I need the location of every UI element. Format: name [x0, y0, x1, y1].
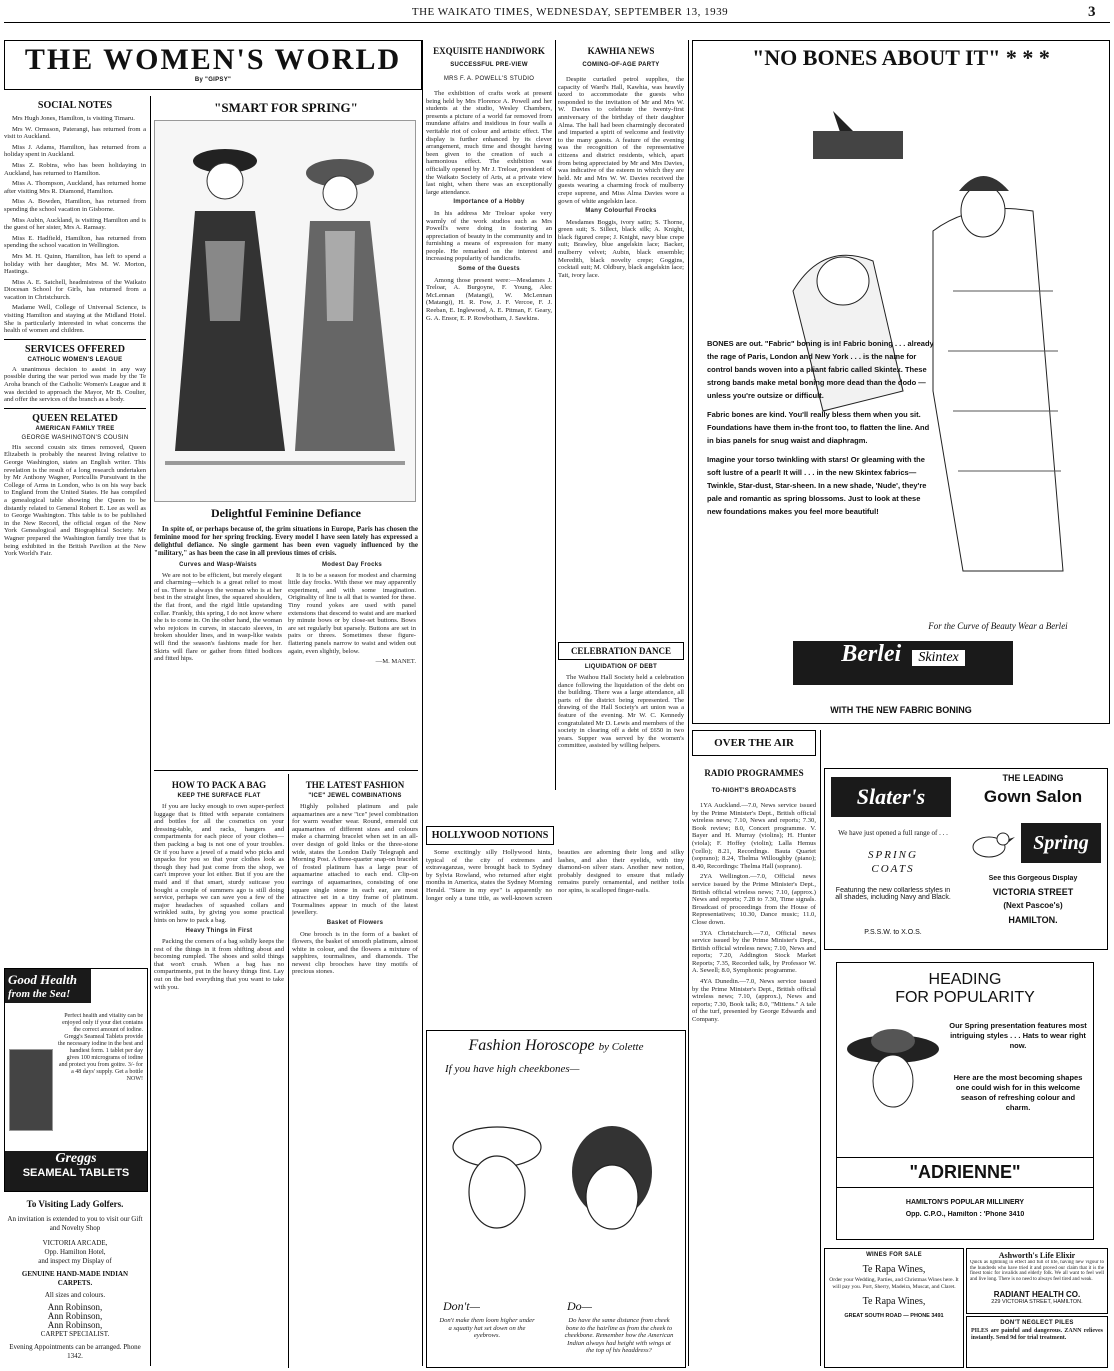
- rule: [555, 40, 556, 790]
- golfers-name: Ann Robinson,: [47, 1311, 103, 1321]
- golfers-note: and inspect my Display of: [38, 1257, 112, 1265]
- no-bones-copy: [707, 337, 937, 518]
- ashworth-company: RADIANT HEALTH CO.: [993, 1290, 1081, 1299]
- radio-body: [692, 802, 816, 1024]
- rule: [820, 730, 821, 1366]
- smart-spring-col1: [154, 560, 282, 666]
- slaters-spring-script: Spring: [1021, 823, 1101, 863]
- social-note: Miss A. Bowden, Hamilton, has returned from spending the school vacation in Gisborne.: [4, 198, 146, 213]
- no-bones-title: "NO BONES ABOUT IT" * * *: [752, 45, 1050, 70]
- radio-sub2: TO-NIGHT'S BROADCASTS: [711, 788, 797, 794]
- queen-title: QUEEN RELATED: [32, 412, 118, 424]
- kawhia-article: [558, 40, 684, 620]
- services-title: SERVICES OFFERED: [25, 343, 125, 355]
- celebration-title: CELEBRATION DANCE: [558, 642, 684, 660]
- celebration-article: [558, 640, 684, 790]
- greggs-logo: [5, 1151, 147, 1191]
- ashworth-ad: [966, 1248, 1108, 1314]
- pack-bag-text2: Packing the corners of a bag solidly keeps the rest of the things in it from shifting about and becoming rumpled. The shoes and solid things that won't crush. When a bag has no compartments, put in the heavy things first. Lay out on the bed everything that you want to take with you.: [154, 938, 284, 991]
- slaters-leading: THE LEADING: [1002, 773, 1064, 783]
- good-health-ad: [4, 968, 148, 1192]
- bird-icon: [965, 825, 1015, 865]
- social-note: Miss E. Hadfield, Hamilton, has returned from spending the school vacation in Wellington.: [4, 234, 146, 250]
- golfers-sizes: All sizes and colours.: [44, 1291, 106, 1299]
- radio-1ya: 1YA Auckland.—7.0, News service issued by the Prime Minister's Dept., British official wireless news; 7.10, News and reports; 7.30, Book review; 8.0, Concert programme. V. Bayer and H. Murray (violins); H. Hunter (viola); F. Hoffey (violin); Lalla Hemus ('cello); 8.21, Recordings. Bauta Quartet (soprano); 8.24, Thelma Willoughby (piano); 8.40, Recordings: Thelma Hall (soprano).: [692, 802, 816, 870]
- signoff: —M. MANET.: [375, 658, 416, 666]
- womens-world-banner: [4, 40, 422, 90]
- adrienne-text: Our Spring presentation features most intriguing styles . . . Hats to wear right now.: [949, 1021, 1087, 1050]
- social-note: Miss A. Thompson, Auckland, has returned home after visiting Mrs R. Diamond, Hamilton.: [4, 180, 146, 195]
- wines-text: Order your Wedding, Parties, and Christmas Wines here. It will pay you. Port, Sherry, Madeira, Muscat, and Claret.: [829, 1277, 959, 1290]
- pack-bag-article: [154, 774, 284, 1368]
- byline: By "GIPSY": [194, 77, 232, 83]
- social-notes-body: [4, 115, 146, 335]
- berlei-ad: [692, 40, 1110, 724]
- slaters-logo: Slater's: [831, 777, 951, 817]
- adrienne-ad: [836, 962, 1094, 1240]
- exquisite-body: [426, 90, 552, 322]
- slaters-features: Featuring the new collarless styles in all shades, including Navy and Black.: [835, 887, 951, 901]
- kawhia-text2: Mesdames Boggis, ivory satin; S. Thorne, green suit; S. Sillect, black silk; A. Knight, black figured crepe; J. Knight, navy blue crepe suit; Brawley, blue angelskin lace; Backer, mulberry velvet; Aubin, black ensemble; Meredith, black novelty crepe; Goggins, cocktail suit; M. Oldbury, black angelskin lace; Tait, ivory lace.: [558, 218, 684, 279]
- celebration-body: [558, 674, 684, 750]
- golfers-title: To Visiting Lady Golfers.: [26, 1199, 124, 1209]
- exquisite-title: EXQUISITE HANDIWORK: [433, 46, 545, 56]
- slaters-street: VICTORIA STREET: [992, 887, 1074, 897]
- slaters-city: HAMILTON.: [1008, 915, 1058, 925]
- slaters-next: (Next Pascoe's): [1003, 901, 1063, 910]
- modest-text: It is to be a season for modest and charming little day frocks. With these we may apparently experiment, and with some imagination. Originality of line is all that is wanted for these. Tiny round yokes are used with panel extensions that descend to waist and are marked by minute bows or by close-set buttons. Bows are set regularly but sparsely. Buttons are set in pairs or threes. Sometimes these figure-flattering panels narrow to waist and widen out again, even slightly, below.: [288, 571, 416, 655]
- column-rule: [150, 96, 151, 1366]
- seameal-bottle-image: [9, 1049, 53, 1131]
- smart-spring-intro-text: In spite of, or perhaps because of, the grim situations in Europe, Paris has chosen the feminine mood for her spring frocking. Every model I have seen lately has expressed a delightful defiance. No single garment has been even vaguely influenced by the "military," as has been the case in all previous times of crisis.: [154, 525, 418, 557]
- slaters-ad: [824, 768, 1108, 950]
- exquisite-subtitle: SUCCESSFUL PRE-VIEW: [450, 62, 528, 68]
- curves-heading: Curves and Wasp-Waists: [179, 562, 257, 568]
- berlei-tagline: For the Curve of Beauty Wear a Berlei: [928, 621, 1068, 631]
- slaters-opened: We have just opened a full range of . . .: [838, 829, 948, 837]
- latest-fashion-body: [292, 803, 418, 976]
- adrienne-title1: HEADING: [928, 971, 1002, 988]
- no-bones-text2: Fabric bones are kind. You'll really bless them when you sit. Foundations have them in-the front too, to flatten the line. And in bias panels for snug waist and diaphragm.: [707, 410, 930, 445]
- modest-heading: Modest Day Frocks: [321, 562, 383, 568]
- berlei-footer: WITH THE NEW FABRIC BONING: [830, 705, 972, 715]
- hollywood-body: [426, 849, 684, 902]
- good-health-headline: Good Health: [8, 972, 77, 987]
- exquisite-article: [426, 40, 552, 840]
- latest-fashion-head2: Basket of Flowers: [326, 919, 384, 926]
- slaters-spring: SPRING: [868, 849, 918, 861]
- adrienne-footer2: Opp. C.P.O., Hamilton : 'Phone 3410: [905, 1211, 1025, 1218]
- adrienne-name: "ADRIENNE": [837, 1157, 1093, 1188]
- latest-fashion-article: [292, 774, 418, 1368]
- piles-ad: [966, 1316, 1108, 1368]
- golfers-name: Ann Robinson,: [47, 1320, 103, 1330]
- radio-2ya: 2YA Wellington.—7.0, Official news service issued by the Prime Minister's Dept., British official wireless news; 7.10, (approx.) News and reports; 7.28 to 7.30, Time signals. Broadcast of proceedings from the House of Representatives; 10.30, Dance music; 11.0, Close down.: [692, 873, 816, 926]
- column-rule: [422, 40, 423, 1366]
- social-notes-column: [4, 96, 146, 946]
- smart-spring-title: "SMART FOR SPRING": [214, 100, 358, 115]
- good-health-text: Perfect health and vitality can be enjoyed only if your diet contains the correct amount of iodine. Gregg's Seameal Tablets provide the necessary iodine in the best and handiest form. 1 tablet per day gives 100 micrograms of iodine and protect you from goitre. 3/- for a 48 days' supply. Get a bottle NOW!: [58, 1013, 143, 1082]
- exquisite-head3: Some of the Guests: [458, 266, 520, 273]
- wines-ad: [824, 1248, 964, 1368]
- exquisite-text2: In his address Mr Treloar spoke very warmly of the work studios such as Mrs Powell's were doing in fostering an appreciation of beauty in the community and in furnishing a means of expression for many people. He remarked on the interest and increasing popularity of handicrafts.: [426, 209, 552, 263]
- masthead-title: THE WAIKATO TIMES, WEDNESDAY, SEPTEMBER 13, 1939: [411, 6, 729, 18]
- curves-text: We are not to be efficient, but merely elegant and charming—which is a great relief to most of us. There is always the woman who is at her best in the straight lines, the squared shoulders, the flat front, and the rigid little upstanding collar. Frankly, this spring, I do not know where she is to come in. On the other hand, the woman who rejoices in curves, in staccato sleeves, in broken shoulder lines, and in wasp-like waists will find the season's fashions made for her. Skirts will flare or gather from fitted bodices and fitted hips.: [154, 571, 282, 663]
- horoscope-do: Do—: [567, 1299, 593, 1313]
- golfers-goods: GENUINE HAND-MADE INDIAN CARPETS.: [21, 1270, 129, 1287]
- piles-text: PILES are painful and dangerous. ZANN relieves instantly. Send 9d for trial treatment.: [971, 1328, 1103, 1341]
- masthead-rule: [4, 22, 1110, 23]
- celebration-text: The Waihou Hall Society held a celebration dance following the liquidation of the debt on the building. There was a large attendance, all parts of the district being represented. The drawing of the Hall Society's art union was a feature of the evening. Mr W. C. Kennedy congratulated Mr D. Lewis and members of the society in clearing off a debt of £650 in two years. Supper was served by the women's committee, assisted by willing helpers.: [558, 674, 684, 750]
- exquisite-sub2: MRS F. A. POWELL'S STUDIO: [443, 76, 535, 82]
- golfers-text: An invitation is extended to you to visit our Gift and Novelty Shop: [7, 1215, 143, 1232]
- page-number: 3: [1088, 4, 1096, 20]
- berlei-brand: Berlei: [841, 641, 902, 667]
- adrienne-footer: HAMILTON'S POPULAR MILLINERY: [905, 1199, 1025, 1206]
- seameal-product: SEAMEAL TABLETS: [22, 1167, 130, 1179]
- golfers-store: VICTORIA ARCADE,: [42, 1239, 108, 1247]
- slaters-pssw: P.S.S.W. to X.O.S.: [864, 929, 922, 936]
- latest-fashion-title: THE LATEST FASHION: [305, 780, 405, 790]
- horoscope-dont: Don't—: [443, 1299, 481, 1313]
- skintex-brand: Skintex: [912, 650, 964, 666]
- kawhia-text: Despite curtailed petrol supplies, the capacity of Ward's Hall, Kawhia, was heavily taxed to accommodate the guests who responded to the invitation of Mr and Mrs W. W. Davies to celebrate the twenty-first anniversary of the birthday of their daughter Alma. The hall had been charmingly decorated and imparted a spirit of welcome and festivity to the many guests. A feature of the evening was the recognition of the representative citizens and district residents, which, apart from being appreciated by Mr and Mrs Davies, was indicative of the esteem in which they are held. Mr and Mrs W. W. Davies received the guests wearing a charming frock of mulberry crepe suprene, and Miss Alma Davies wore a gown of white angelskin lace.: [558, 76, 684, 205]
- rule: [288, 774, 289, 1368]
- social-note: Miss J. Adams, Hamilton, has returned from a holiday spent in Auckland.: [4, 143, 146, 159]
- wines-address: GREAT SOUTH ROAD — PHONE 3491: [844, 1313, 944, 1319]
- horoscope-title: [427, 1037, 685, 1055]
- wines-title: WINES FOR SALE: [866, 1252, 922, 1258]
- services-body: [4, 366, 146, 404]
- ashworth-address: 229 VICTORIA STREET, HAMILTON.: [991, 1299, 1083, 1305]
- radio-subtitle: RADIO PROGRAMMES: [704, 768, 804, 778]
- smart-spring-col2: [288, 560, 416, 666]
- kawhia-head2: Many Colourful Frocks: [585, 208, 657, 215]
- smart-spring-caption: Delightful Feminine Defiance: [211, 506, 361, 520]
- pack-bag-body: [154, 803, 284, 991]
- pack-bag-subtitle: KEEP THE SURFACE FLAT: [177, 793, 261, 799]
- golfers-address: Opp. Hamilton Hotel,: [44, 1248, 106, 1256]
- social-note: Mrs M. H. Quinn, Hamilton, has left to spend a holiday with her daughter, Mrs M. W. Morton, Hastings.: [4, 252, 146, 276]
- no-bones-text3: Imagine your torso twinkling with stars! Or gleaming with the soft lustre of a pearl! It will . . . in the new Skintex fabrics—Twinkle, Star-dust, Star-sheen. In a new shade, 'Nude', they're pale and romantic as spring blossoms. Just to look at these new foundations makes you feel more beautiful!: [707, 455, 927, 516]
- horoscope-title-text: Fashion Horoscope: [468, 1037, 595, 1054]
- social-note: Madame Well, College of Universal Science, is visiting Hamilton and staying at the Midland Hotel. She is particularly interested in what concerns the health of women and children.: [4, 304, 146, 335]
- horoscope-faces-image: [437, 1097, 673, 1307]
- celebration-subtitle: LIQUIDATION OF DEBT: [584, 664, 658, 670]
- queen-sub2: GEORGE WASHINGTON'S COUSIN: [21, 434, 129, 441]
- slaters-coats: COATS: [871, 863, 915, 875]
- services-text: A unanimous decision to assist in any way possible during the war period was made by the Te Aroha branch of the Catholic Women's League and it was decided to approach the Mayor, Mr B. Coulter, and offer the services of the branch as a body.: [4, 365, 146, 404]
- social-notes-title: SOCIAL NOTES: [37, 100, 113, 111]
- queen-text: His second cousin six times removed, Queen Elizabeth is probably the nearest living relative to George Washington, states an English writer. This revelation is the result of a long research undertaken by Mr Anthony Wagner, Portcullis Pursuivant in the College of Arms in London, who is on his way back to England from the United States. He has compiled a genealogical table showing the Queen to be distantly related to General Robert E. Lee as well as to George Washington. This table is to be published in the New Record, the official organ of the New York Genealogical and Biographical Society. Mr Wagner prepared the Washington family tree that is being exhibited in the British Pavilion at the New York World's Fair.: [4, 443, 146, 558]
- golfers-specialist: CARPET SPECIALIST.: [40, 1330, 110, 1338]
- pack-bag-head2: Heavy Things in First: [185, 927, 253, 934]
- good-health-headline2: from the Sea!: [8, 988, 71, 1000]
- kawhia-title: KAWHIA NEWS: [587, 46, 655, 56]
- smart-spring-intro: [154, 525, 418, 557]
- piles-title: DON'T NEGLECT PILES: [1000, 1320, 1074, 1326]
- golfers-name: Ann Robinson,: [47, 1302, 103, 1312]
- ashworth-title: Ashworth's Life Elixir: [998, 1251, 1076, 1260]
- exquisite-text3: Among those present were:—Mesdames J. Treloar, A. Burgoyne, F. Young, Alec McLennan (Matangi), W. McLennan (Matangi), H. R. Fow, J. F. Vercoe, F. J. Reeban, E. Inglewood, A. E. Pitman, F. Geary, G. A. Ensor, E. P. Rowbotham, J. Sawkins.: [426, 276, 552, 322]
- radio-3ya: 3YA Christchurch.—7.0, Official news service issued by the Prime Minister's Dept., British official wireless news; 7.10, News and reports; 7.20, Addington Stock Market Reports; 7.35, Recorded talk, by Professor W. A. Sewell; 8.0, Symphonic programme.: [692, 929, 816, 975]
- pack-bag-text: If you are lucky enough to own super-perfect luggage that is fitted with separate containers and bottles for all the cosmetics on your dressing-table, and racks, hangers and compartments for each piece of your clothes—then packing a bag is not one of your troubles. Or if you have a jewel of a maid who picks and unpacks for you so that your clothes look as though they had just come from the shop, we can't improve your lot either. But if you are the maid and if that smart, sturdy suitcase you bought a couple of summers ago is still doing service, perhaps we can save you a few of the major headaches of squashed collars and wrinkled suits, by giving you some practical hints on how to pack a bag.: [154, 803, 284, 924]
- no-bones-text1: BONES are out. "Fabric" boning is in! Fabric boning . . . already the rage of Paris, London and New York . . . is the name for control bands woven into a pliant fabric called Skintex. These strong bands make metal boning more dead than the dodo — unless you're outsize or difficult.: [707, 339, 934, 400]
- hollywood-article: [426, 824, 684, 1024]
- golfers-phone: Evening Appointments can be arranged. Phone 1342.: [9, 1343, 141, 1360]
- hollywood-text: Some excitingly silly Hollywood hints, typical of the city of extremes and extravaganzas, were brought back to Sydney by Sylvia Rowland, who returned after eight months in America, states the Sydney Morning Herald. "Stare in my eye" is apparently no longer only a tune title, as well-known screen beauties are adorning their long and silky lashes, and also their eyelids, with tiny diamond-on silver stars. Another new notion, probably designed to ensure that milady remains purely ornamental, and neither toils nor spins, is scalloped finger-nails.: [426, 849, 684, 902]
- hollywood-title: HOLLYWOOD NOTIONS: [426, 826, 554, 845]
- horoscope-dont-text: Don't make them loom higher under a squatty hat set down on the eyebrows.: [439, 1317, 535, 1340]
- column-rule: [688, 40, 689, 1366]
- radio-column: [692, 730, 816, 1366]
- exquisite-text: The exhibition of crafts work at present being held by Mrs Florence A. Powell and her students at the studio, Wesley Chambers, presents a picture of a world far removed from mundane affairs and insidious in four walls a veritable riot of colour and artistic effect. The display is further enhanced by its clever arrangement, much time and thought having been given to the creation of such a harmonious effect. The exhibition was officially opened by Mr J. Treloar, president of the Waikato Society of Arts, at a private view last night, when there was an exceptionally large attendance.: [426, 90, 552, 196]
- horoscope-byline: by Colette: [598, 1041, 644, 1053]
- slaters-see: See this Gorgeous Display: [988, 875, 1078, 882]
- adrienne-title2: FOR POPULARITY: [895, 989, 1035, 1006]
- berlei-logo: [793, 641, 1013, 685]
- pack-bag-title: HOW TO PACK A BAG: [171, 780, 267, 790]
- smart-spring-article: [154, 96, 418, 736]
- social-note: Miss A. E. Satchell, headmistress of the Waikato Diocesan School for Girls, has returned from a vacation in Christchurch.: [4, 278, 146, 301]
- ashworth-text: Quick as lightning in effect and full of life, having new vigour to the hundreds who have tried it and proved our claim that it is the finest tonic for invalids and elderly folk. We all want to feel well and live long. There is no need to always feel tired and weak.: [970, 1260, 1104, 1282]
- social-note: Miss Aubin, Auckland, is visiting Hamilton and is the guest of her sister, Mrs A. Ramsay.: [4, 216, 146, 232]
- good-health-headline-box: [5, 969, 91, 1003]
- latest-fashion-text2: One brooch is in the form of a basket of flowers, the basket of smooth platinum, almost white in colour, and the flowers a mixture of sapphires, tourmalines, and diamonds. The newest clip brooches have tiny motifs of precious stones.: [292, 930, 418, 976]
- golfers-ad: [4, 1196, 146, 1366]
- radio-title: OVER THE AIR: [692, 730, 816, 756]
- social-note: Mrs W. Ormsson, Paterangi, has returned from a visit to Auckland.: [4, 125, 146, 141]
- slaters-salon: Gown Salon: [983, 787, 1083, 806]
- horoscope-do-text: Do have the same distance from cheek bone to the hairline as from the cheek to cheekbone. Remember how the American Indian always had height with wings at the top of his headdress?: [564, 1317, 674, 1355]
- horoscope-question: If you have high cheekbones—: [445, 1063, 580, 1075]
- hat-illustration-image: [843, 1019, 943, 1129]
- greggs-brand: Greggs: [55, 1151, 97, 1166]
- womens-world-title: THE WOMEN'S WORLD: [24, 43, 402, 76]
- latest-fashion-text: Highly polished platinum and pale aquamarines are a new "ice" jewel combination for warm weather wear. Round, emerald cut aquamarines of different sizes and colours make a charming bracelet when set in an all-over design of gold links or the three-stone wide, states the London Daily Telegraph and Morning Post. A three-quarter snap-on bracelet of frosted platinum has a large pear of aquamarine attached to each end. Clip-on earrings of aquamarines, consisting of one square single stone in each ear, are most attractive set in a tiny frame of platinum. Tourmalines appear in much of the latest jewellery.: [292, 803, 418, 917]
- radio-4ya: 4YA Dunedin.—7.0, News service issued by the Prime Minister's Dept., British official wireless news; 7.10, (approx.), News and reports; 7.30, Book talk; 8.0, "Mittens." A tale of the turf, presented by George Edwards and Company.: [692, 978, 816, 1024]
- horoscope-feature: [426, 1030, 686, 1368]
- kawhia-subtitle: COMING-OF-AGE PARTY: [582, 62, 660, 68]
- fashion-figures-image: [155, 121, 415, 501]
- adrienne-text2: Here are the most becoming shapes one could wish for in this welcome season of refreshing colour and charm.: [953, 1073, 1083, 1112]
- wines-brand2: Te Rapa Wines,: [862, 1296, 926, 1307]
- queen-body: [4, 444, 146, 558]
- social-note: Miss Z. Robins, who has been holidaying in Auckland, has returned to Hamilton.: [4, 161, 146, 177]
- latest-fashion-subtitle: "ICE" JEWEL COMBINATIONS: [308, 793, 402, 799]
- services-subtitle: CATHOLIC WOMEN'S LEAGUE: [27, 356, 123, 363]
- kawhia-body: [558, 76, 684, 279]
- wines-brand: Te Rapa Wines,: [862, 1264, 926, 1275]
- social-note: Mrs Hugh Jones, Hamilton, is visiting Timaru.: [12, 115, 135, 122]
- fashion-illustration: [154, 120, 416, 502]
- exquisite-head2: Importance of a Hobby: [453, 199, 525, 206]
- rule: [154, 770, 418, 771]
- queen-subtitle: AMERICAN FAMILY TREE: [35, 425, 115, 432]
